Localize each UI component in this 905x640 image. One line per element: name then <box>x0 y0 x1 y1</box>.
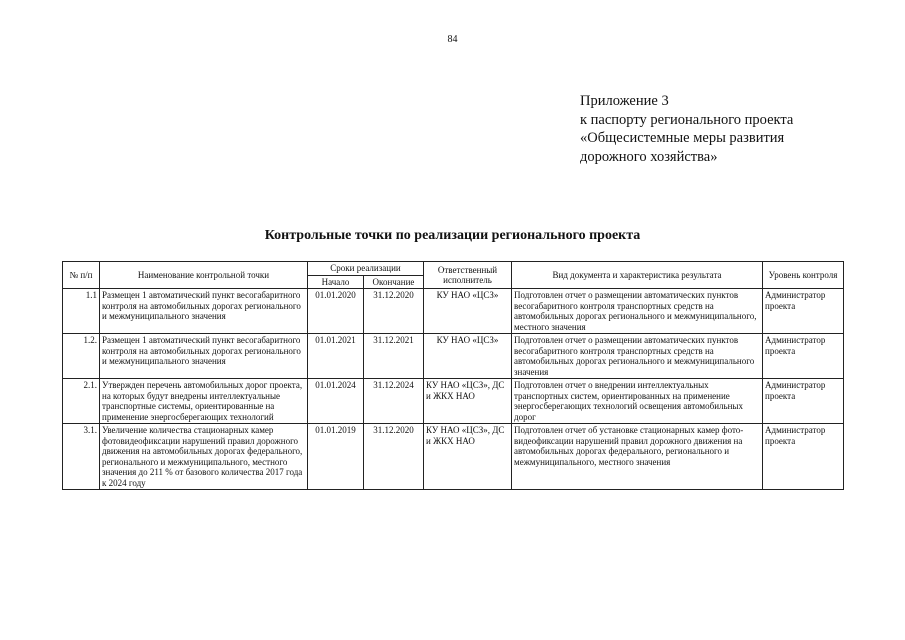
cell-responsible: КУ НАО «ЦСЗ», ДС и ЖКХ НАО <box>424 379 512 424</box>
cell-start: 01.01.2024 <box>308 379 364 424</box>
appendix-line: к паспорту регионального проекта <box>580 111 794 128</box>
cell-responsible: КУ НАО «ЦСЗ» <box>424 334 512 379</box>
cell-level: Администратор проекта <box>763 289 844 334</box>
header-start: Начало <box>308 275 364 289</box>
cell-end: 31.12.2020 <box>364 289 424 334</box>
cell-level: Администратор проекта <box>763 379 844 424</box>
cell-end: 31.12.2020 <box>364 424 424 490</box>
header-document: Вид документа и характеристика результата <box>512 262 763 289</box>
cell-name: Размещен 1 автоматический пункт весогабаритного контроля на автомобильных дорогах регионального и межмуниципального значения <box>100 334 308 379</box>
appendix-line: дорожного хозяйства» <box>580 148 718 165</box>
document-title: Контрольные точки по реализации регионального проекта <box>264 228 641 243</box>
control-points-table <box>62 261 844 490</box>
appendix-block <box>580 92 793 166</box>
header-name: Наименование контрольной точки <box>100 262 308 289</box>
cell-end: 31.12.2024 <box>364 379 424 424</box>
cell-level: Администратор проекта <box>763 334 844 379</box>
header-responsible: Ответственный исполнитель <box>424 262 512 289</box>
header-end: Окончание <box>364 275 424 289</box>
cell-num: 1.1 <box>63 289 100 334</box>
cell-name: Размещен 1 автоматический пункт весогабаритного контроля на автомобильных дорогах регионального и межмуниципального значения <box>100 289 308 334</box>
table-row <box>63 379 844 424</box>
cell-start: 01.01.2019 <box>308 424 364 490</box>
table-row <box>63 289 844 334</box>
appendix-line: Приложение 3 <box>580 93 669 109</box>
cell-num: 3.1. <box>63 424 100 490</box>
header-terms: Сроки реализации <box>308 262 424 276</box>
table-header-row <box>63 262 844 276</box>
cell-responsible: КУ НАО «ЦСЗ», ДС и ЖКХ НАО <box>424 424 512 490</box>
cell-document: Подготовлен отчет о внедрении интеллектуальных транспортных систем, ориентированных на применение энергосберегающих технологий освещения автомобильных дорог <box>512 379 763 424</box>
cell-num: 1.2. <box>63 334 100 379</box>
cell-responsible: КУ НАО «ЦСЗ» <box>424 289 512 334</box>
cell-level: Администратор проекта <box>763 424 844 490</box>
table-row <box>63 334 844 379</box>
cell-start: 01.01.2020 <box>308 289 364 334</box>
cell-document: Подготовлен отчет об установке стационарных камер фото-видеофиксации нарушений правил дорожного движения на автомобильных дорогах федерального, регионального и межмуниципального, местного значения <box>512 424 763 490</box>
cell-document: Подготовлен отчет о размещении автоматических пунктов весогабаритного контроля транспортных средств на автомобильных дорогах регионального и межмуниципального, местного значения <box>512 289 763 334</box>
page-number: 84 <box>447 34 458 45</box>
table-row <box>63 424 844 490</box>
cell-start: 01.01.2021 <box>308 334 364 379</box>
cell-name: Увеличение количества стационарных камер фотовидеофиксации нарушений правил дорожного движения на автомобильных дорогах федерального, регионального и межмуниципального, местного значения до 211 % от базового количества 2017 года к 2024 году <box>100 424 308 490</box>
cell-end: 31.12.2021 <box>364 334 424 379</box>
appendix-line: «Общесистемные меры развития <box>580 130 785 146</box>
cell-name: Утвержден перечень автомобильных дорог проекта, на которых будут внедрены интеллектуальные транспортные системы, ориентированные на применение энергосберегающих технологий <box>100 379 308 424</box>
header-level: Уровень контроля <box>763 262 844 289</box>
cell-document: Подготовлен отчет о размещении автоматических пунктов весогабаритного контроля транспортных средств на автомобильных дорогах регионального и межмуниципального значения <box>512 334 763 379</box>
header-num: № п/п <box>63 262 100 289</box>
cell-num: 2.1. <box>63 379 100 424</box>
